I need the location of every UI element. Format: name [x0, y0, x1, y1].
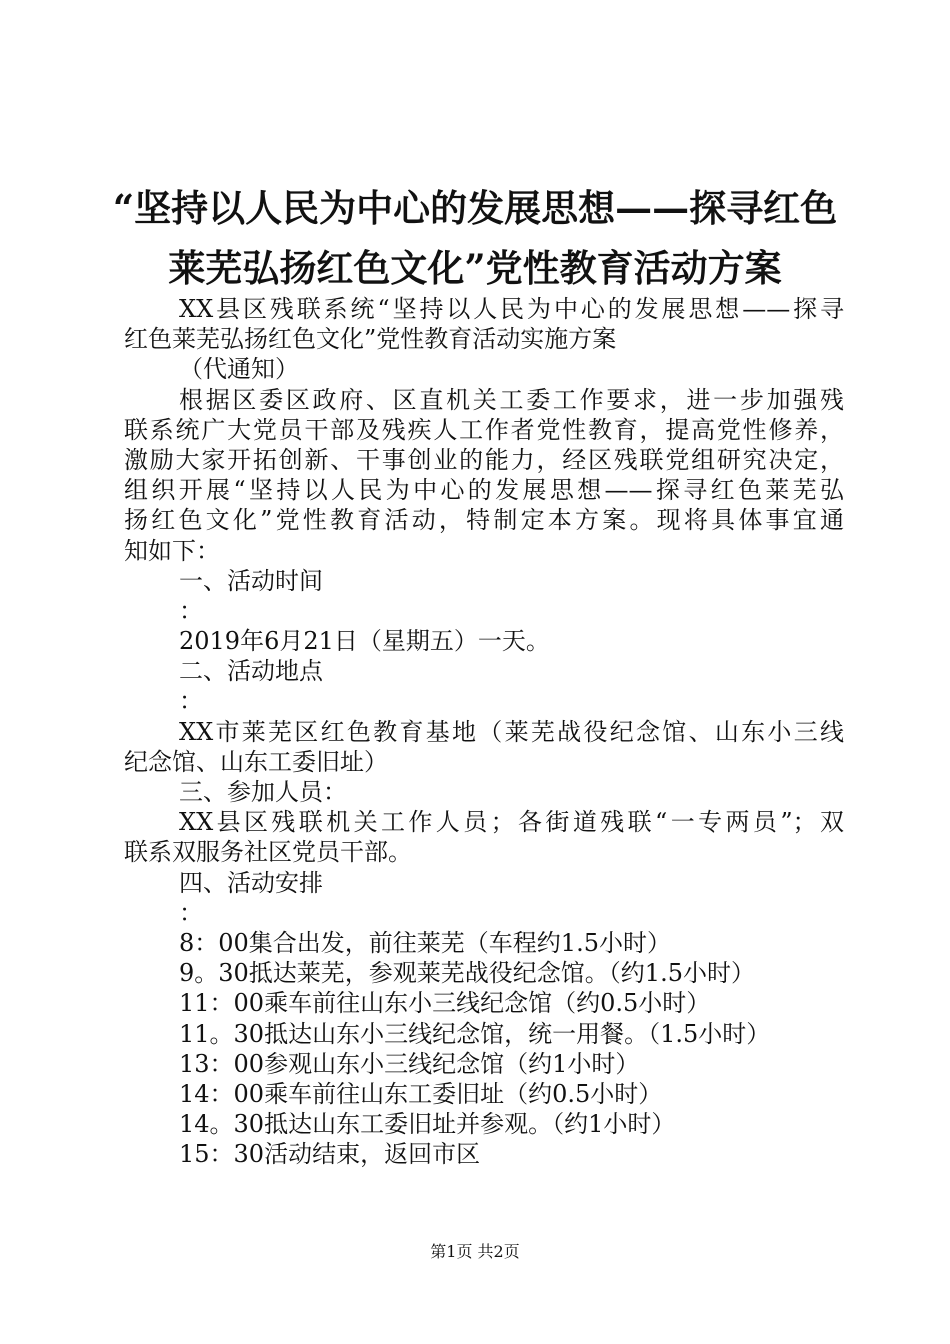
- body-line: 2019年6月21日（星期五）一天。: [179, 627, 550, 656]
- section-heading: 一、活动时间: [179, 566, 323, 595]
- schedule-item: 11。30抵达山东小三线纪念馆，统一用餐。（1.5小时）: [179, 1019, 771, 1048]
- document-title-line-1: “坚持以人民为中心的发展思想——探寻红色: [112, 186, 838, 230]
- page-footer: 第1页 共2页: [430, 1242, 520, 1261]
- body-line: ：: [179, 898, 203, 927]
- body-line: XX市莱芜区红色教育基地（莱芜战役纪念馆、山东小三线: [179, 717, 844, 746]
- schedule-item: 11：00乘车前往山东小三线纪念馆（约0.5小时）: [179, 989, 711, 1018]
- body-line: 根据区委区政府、区直机关工委工作要求，进一步加强残: [179, 385, 844, 414]
- body-line: 红色莱芜弘扬红色文化”党性教育活动实施方案: [124, 325, 617, 354]
- body-line: ：: [179, 596, 203, 625]
- body-line: 联系双服务社区党员干部。: [124, 838, 412, 867]
- body-line: 纪念馆、山东工委旧址）: [124, 747, 388, 776]
- section-heading: 四、活动安排: [179, 868, 323, 897]
- schedule-item: 8：00集合出发，前往莱芜（车程约1.5小时）: [179, 928, 671, 957]
- document-body: [124, 294, 844, 1169]
- body-line: 组织开展“坚持以人民为中心的发展思想——探寻红色莱芜弘: [124, 476, 844, 505]
- document-title-line-2: 莱芜弘扬红色文化”党性教育活动方案: [168, 246, 782, 290]
- section-heading: 三、参加人员：: [179, 778, 347, 806]
- body-line: 知如下：: [124, 536, 220, 565]
- body-line: 联系统广大党员干部及残疾人工作者党性教育，提高党性修养，: [124, 415, 844, 444]
- body-line: 扬红色文化”党性教育活动，特制定本方案。现将具体事宜通: [124, 506, 844, 535]
- body-line: XX县区残联机关工作人员；各街道残联“一专两员”；双: [179, 808, 844, 837]
- schedule-item: 9。30抵达莱芜，参观莱芜战役纪念馆。（约1.5小时）: [179, 959, 755, 988]
- schedule-item: 13：00参观山东小三线纪念馆（约1小时）: [179, 1049, 640, 1078]
- body-line: XX县区残联系统“坚持以人民为中心的发展思想——探寻: [179, 295, 844, 323]
- body-line: （代通知）: [179, 355, 299, 384]
- schedule-item: 15：30活动结束，返回市区: [179, 1140, 481, 1169]
- schedule-item: 14：00乘车前往山东工委旧址（约0.5小时）: [179, 1079, 663, 1108]
- section-heading: 二、活动地点: [179, 657, 323, 686]
- schedule-item: 14。30抵达山东工委旧址并参观。（约1小时）: [179, 1110, 676, 1139]
- body-line: ：: [179, 687, 203, 716]
- body-line: 激励大家开拓创新、干事创业的能力，经区残联党组研究决定，: [124, 445, 844, 474]
